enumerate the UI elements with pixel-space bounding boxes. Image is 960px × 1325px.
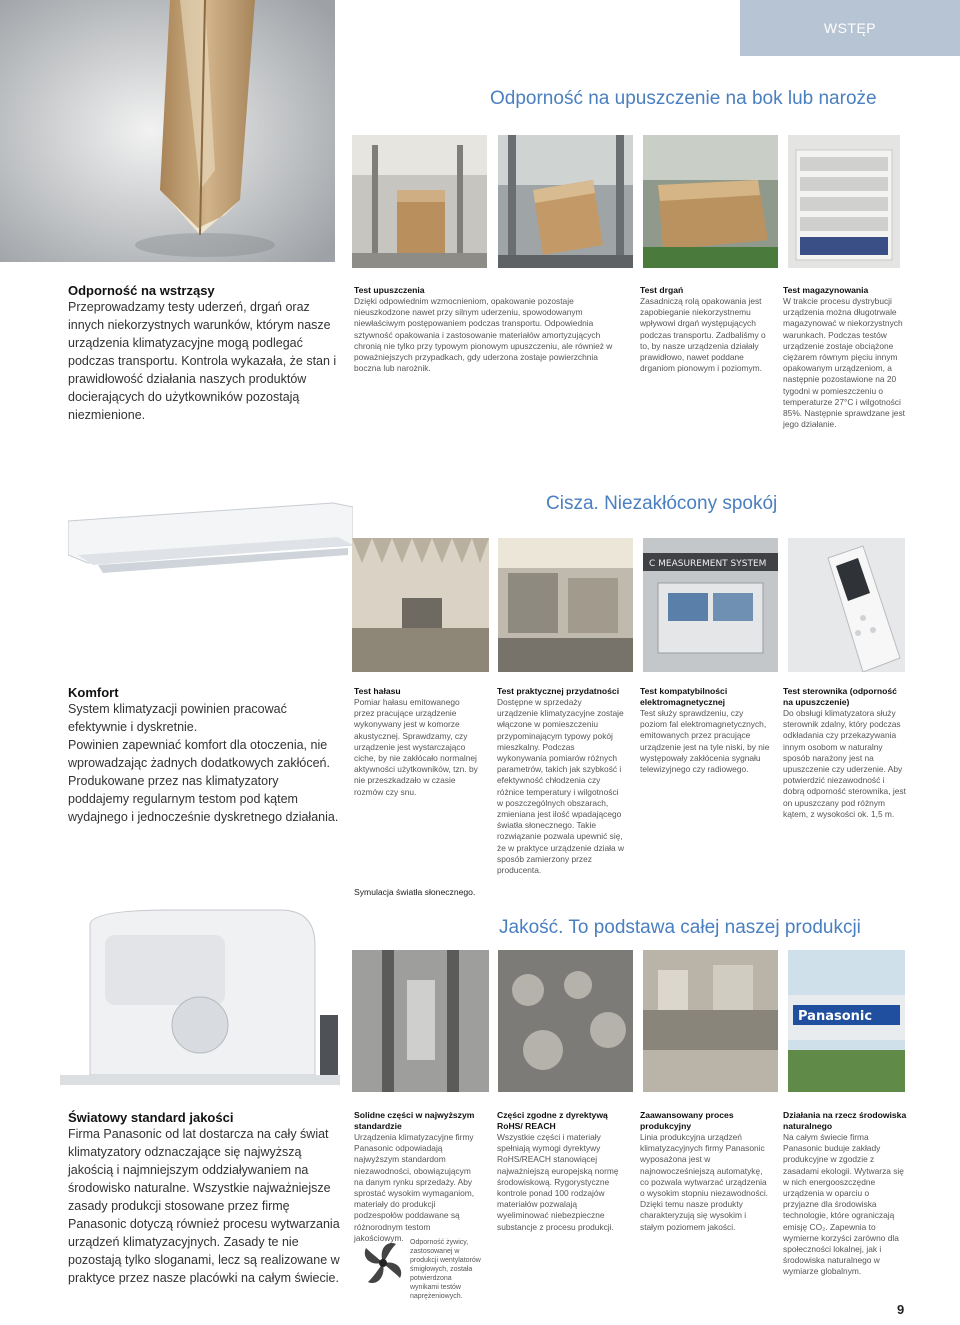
quiet-section-title: Cisza. Niezakłócony spokój xyxy=(546,493,778,514)
drop-test-photo-1 xyxy=(352,135,487,268)
comfort-title: Komfort xyxy=(68,685,119,700)
test-practical-col xyxy=(497,686,625,876)
drop-section-title: Odporność na upuszczenie na bok lub naroże xyxy=(490,88,877,109)
section-tab-label: WSTĘP xyxy=(823,20,877,36)
standard-block xyxy=(68,1110,343,1287)
page-number: 9 xyxy=(897,1302,905,1317)
production-line-photo xyxy=(643,950,778,1092)
production-col xyxy=(640,1110,770,1233)
remote-controller-photo xyxy=(788,538,905,672)
test-emc-col xyxy=(640,686,770,775)
test-practical-title: Test praktycznej przydatności xyxy=(497,686,620,696)
rohs-body: Wszystkie części i materiały spełniają wymogi dyrektywy RoHS/REACH stanowiącej najważniejszą europejską normę środowiskową. Rygorystyczne kontrole ponad 100 rodzajów materiałów pozwalają wyeliminować niebezpieczne substancje z procesu produkcji. xyxy=(497,1132,619,1232)
quality-section-title: Jakość. To podstawa całej naszej produkcji xyxy=(499,917,861,938)
test-drop-title: Test upuszczenia xyxy=(354,285,425,295)
standard-body: Firma Panasonic od lat dostarcza na cały świat klimatyzatory odznaczające się najwyższą jakością i najmniejszym oddziaływaniem na środowisko naturalne. Wszystkie najważniejsze zasady produkcji stosowane przez firmę Panasonic dotyczą również procesu wytwarzania urządzeń klimatyzacyjnych. Zasady te nie pozostają tylko sloganami, lecz są realizowane w praktyce przez nasze placówki na całym świecie. xyxy=(68,1127,340,1285)
comfort-p1: System klimatyzacji powinien pracować efektywnie i dyskretnie. xyxy=(68,702,287,734)
rohs-title: Części zgodne z dyrektywą RoHS/ REACH xyxy=(497,1110,608,1131)
test-remote-col xyxy=(783,686,907,820)
fan-icon xyxy=(358,1238,408,1288)
factory-building-photo xyxy=(788,950,905,1092)
test-remote-title: Test sterownika (odporność na upuszczenie) xyxy=(783,686,897,707)
production-title: Zaawansowany proces produkcyjny xyxy=(640,1110,734,1131)
environment-col xyxy=(783,1110,907,1278)
storage-test-photo xyxy=(788,135,900,268)
environment-title: Działania na rzecz środowiska naturalnego xyxy=(783,1110,907,1131)
section-tab xyxy=(740,0,960,56)
test-storage-body: W trakcie procesu dystrybucji urządzenia można długotrwale magazynować w niekorzystnych warunkach. Podczas testów urządzenie zostaje obciążone ciężarem równym pięciu innym opakowanym urządzeniom, a następnie pozostawione na 20 tygodni w pomieszczeniu o temperaturze 27°C i wilgotności 85%. Następnie sprawdzane jest jego działanie. xyxy=(783,296,905,430)
indoor-unit-photo xyxy=(68,493,353,593)
comfort-p2: Powinien zapewniać komfort dla otoczenia, nie wprowadzając żadnych dodatkowych zakłóceń. Produkowane przez nas klimatyzatory poddajemy regularnym testom pod kątem wydajnego i jednocześnie dyskretnego działania. xyxy=(68,738,339,824)
test-noise-col xyxy=(354,686,482,798)
test-storage-title: Test magazynowania xyxy=(783,285,869,295)
standard-title: Światowy standard jakości xyxy=(68,1110,234,1125)
rohs-col xyxy=(497,1110,625,1233)
anechoic-chamber-photo xyxy=(352,538,489,672)
solid-parts-col xyxy=(354,1110,482,1244)
test-vibration-body: Zasadniczą rolą opakowania jest zapobieganie niekorzystnemu wpływowi drgań występujących podczas transportu. Zadbaliśmy o to, by nasze urządzenia działały prawidłowo, nawet poddane drganiom pionowym i poziomym. xyxy=(640,296,766,374)
material-test-photo xyxy=(352,950,489,1092)
rohs-parts-photo xyxy=(498,950,633,1092)
fan-caption: Odporność żywicy, zastosowanej w produkcji wentylatorów śmigłowych, została potwierdzona wynikami testów naprężeniowych. xyxy=(410,1239,481,1300)
production-body: Linia produkcyjna urządzeń klimatyzacyjnych firmy Panasonic wyposażona jest w najnowocześniejszą automatykę, co pozwala wytwarzać urządzenia o wysokim stopniu niezawodności. Dzięki temu nasze produkty charakteryzują się wysokim i stałym poziomem jakości. xyxy=(640,1132,769,1232)
drop-test-photo-2 xyxy=(498,135,633,268)
test-noise-title: Test hałasu xyxy=(354,686,401,696)
shock-block xyxy=(68,283,340,424)
test-emc-body: Test służy sprawdzeniu, czy poziom fal elektromagnetycznych, emitowanych przez pracujące urządzenie jest na tyle niski, by nie występowały zakłócenia sygnału telewizyjnego czy radiowego. xyxy=(640,708,770,775)
test-drop-col xyxy=(354,285,624,374)
comfort-block xyxy=(68,685,340,826)
svg-text:C MEASUREMENT SYSTEM: C MEASUREMENT SYSTEM xyxy=(649,559,767,569)
lab-analyzer-photo xyxy=(50,905,353,1093)
test-noise-body: Pomiar hałasu emitowanego przez pracujące urządzenie wykonywany jest w komorze akustycznej. Sprawdzamy, czy urządzenie jest wystarczająco ciche, by nie zakłócało normalnej aktywności użytkowników, tzn. by nie przeszkadzało w czasie rozmów czy snu. xyxy=(354,697,478,797)
test-drop-body: Dzięki odpowiednim wzmocnieniom, opakowanie pozostaje nieuszkodzone nawet przy silnym uderzeniu, spowodowanym niewłaściwym postępowaniem podczas transportu. Odpowiednia sztywność opakowania i zastosowanie materiałów amortyzujących chronią nie tylko przy typowym pionowym upuszczeniu, ale również w poważniejszych przypadkach, gdy uderzona zostaje powierzchnia boczna lub narożnik. xyxy=(354,296,613,374)
drop-test-corner-photo xyxy=(0,0,335,262)
shock-body: Przeprowadzamy testy uderzeń, drgań oraz innych niekorzystnych warunków, którym nasze urządzenia klimatyzacyjne mogą podlegać podczas transportu. Kontrola wykazała, że stan i prawidłowość działania naszych produktów docierających do użytkowników pozostają niezmienione. xyxy=(68,300,337,422)
solid-parts-title: Solidne części w najwyższym standardzie xyxy=(354,1110,475,1131)
test-vibration-title: Test drgań xyxy=(640,285,684,295)
sun-sim-caption: Symulacja światła słonecznego. xyxy=(354,887,476,897)
svg-text:Panasonic: Panasonic xyxy=(798,1009,873,1024)
test-vibration-col xyxy=(640,285,770,374)
shock-title: Odporność na wstrząsy xyxy=(68,283,215,298)
test-room-photo xyxy=(498,538,633,672)
drop-test-photo-3 xyxy=(643,135,778,268)
test-practical-body: Dostępne w sprzedaży urządzenie klimatyzacyjne zostaje włączone w pomieszczeniu przypominającym typowy pokój mieszkalny. Podczas wykonywania pomiarów różnych parametrów, takich jak szybkość i efektywność chłodzenia czy różnice temperatury i wilgotności w poszczególnych obszarach, zmieniana jest ilość wpadającego światła słonecznego. Takie rozwiązanie pozwala upewnić się, że w praktyce urządzenie działa w sposób zamierzony przez producenta. xyxy=(497,697,625,876)
test-emc-title: Test kompatybilności elektromagnetycznej xyxy=(640,686,728,707)
test-storage-col xyxy=(783,285,907,430)
environment-body: Na całym świecie firma Panasonic buduje zakłady produkcyjne w zgodzie z zasadami ekologii. Wytwarza się w nich energooszczędne urządzenia w oparciu o przyjazne dla środowiska technologie, które ograniczają emisję CO₂. Zapewnia to wymierne korzyści zarówno dla społeczności lokalnej, jak i środowiska naturalnego w wymiarze globalnym. xyxy=(783,1132,904,1277)
solid-parts-body: Urządzenia klimatyzacyjne firmy Panasonic odpowiadają najwyższym standardom niezawodności, obowiązującym na danym rynku sprzedaży. Aby sprostać wysokim wymaganiom, materiały do produkcji podzespołów poddawane są różnorodnym testom jakościowym. xyxy=(354,1132,475,1243)
emc-lab-photo xyxy=(643,538,778,672)
test-remote-body: Do obsługi klimatyzatora służy sterownik zdalny, który podczas odkładania czy przekazywania innym osobom w naturalny sposób narażony jest na upuszczenie czy uderzenie. Aby potwierdzić niezawodność i dobrą odporność sterownika, jest on upuszczany pod różnym kątem, z wysokości ok. 1,5 m. xyxy=(783,708,906,819)
